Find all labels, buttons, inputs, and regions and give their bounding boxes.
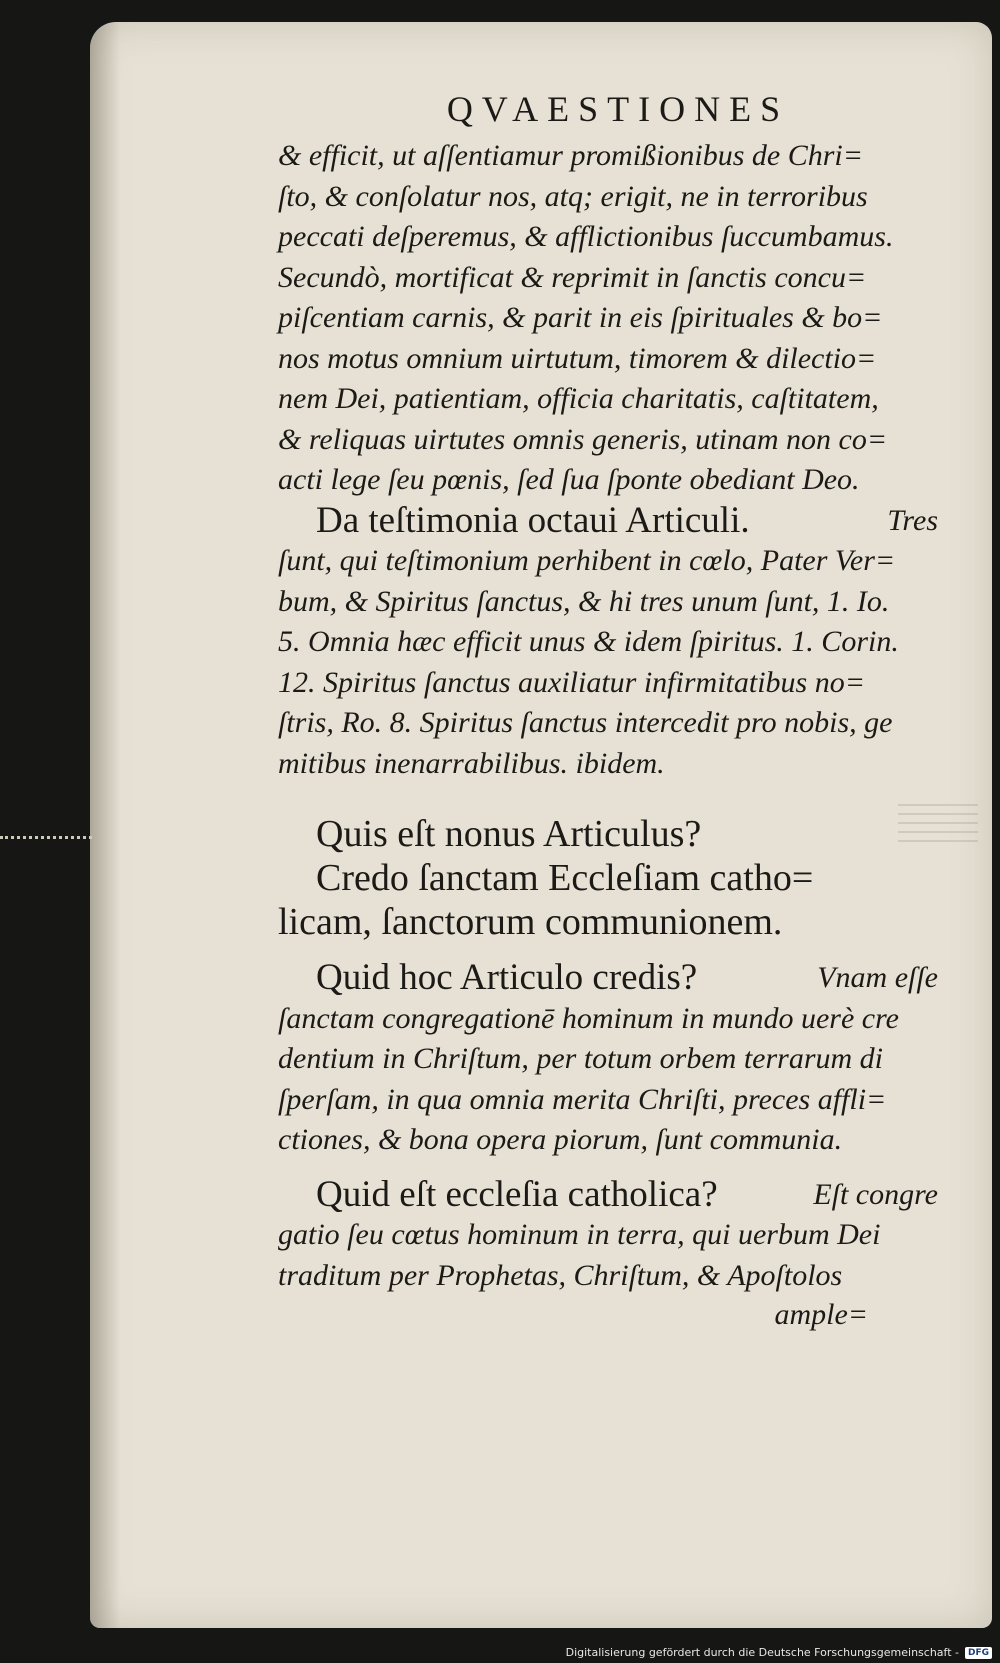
credo-line: licam, ſanctorum communionem. (278, 901, 783, 943)
credo-line: Credo ſanctam Eccleſiam catho= (316, 857, 814, 899)
text-line: ſtris, Ro. 8. Spiritus ſanctus intercedit pro nobis, ge (278, 706, 893, 739)
text-line: bum, & Spiritus ſanctus, & hi tres unum ſunt, 1. Io. (278, 584, 890, 618)
question-heading: Quid hoc Articulo credis? (316, 957, 698, 998)
text-line: mitibus inenarrabilibus. ibidem. (278, 746, 665, 780)
text-fragment: Tres (887, 503, 938, 537)
paragraph-body (278, 136, 938, 501)
dfg-logo-icon: DFG (965, 1647, 992, 1659)
text-line: ſperſam, in qua omnia merita Chriſti, preces affli= (278, 1082, 887, 1116)
quid-credis-first-line (278, 958, 938, 999)
text-line: Secundò, mortificat & reprimit in ſanctis concu= (278, 260, 867, 294)
text-line: ſanctam congregationē hominum in mundo uerè cre (278, 1001, 899, 1035)
digitization-footer (566, 1646, 992, 1659)
text-line: ſto, & conſolatur nos, atq; erigit, ne in terroribus (278, 179, 868, 213)
binding-stitch-line (0, 836, 92, 839)
paragraph-quid-credis (278, 958, 938, 1161)
text-line: dentium in Chriſtum, per totum orbem terrarum di (278, 1042, 883, 1075)
paragraph-testimonia (278, 501, 938, 785)
text-line: peccati deſperemus, & afflictionibus ſuccumbamus. (278, 220, 894, 253)
text-line: 5. Omnia hæc efficit unus & idem ſpiritus. 1. Corin. (278, 625, 899, 658)
paragraph-quid-est (278, 1175, 938, 1297)
text-line: nem Dei, patientiam, officia charitatis, caſtitatem, (278, 382, 879, 415)
text-line: nos motus omnium uirtutum, timorem & dilectio= (278, 341, 877, 375)
text-line: & reliquas uirtutes omnis generis, utinam non co= (278, 422, 888, 456)
text-line: 12. Spiritus ſanctus auxiliatur infirmitatibus no= (278, 665, 865, 699)
text-line: ctiones, & bona opera piorum, ſunt communia. (278, 1123, 843, 1156)
text-fragment: Eſt congre (813, 1177, 938, 1211)
text-line: traditum per Prophetas, Chriſtum, & Apoſtolos (278, 1258, 843, 1292)
testimonia-first-line (278, 501, 938, 542)
text-line: gatio ſeu cœtus hominum in terra, qui uerbum Dei (278, 1218, 881, 1251)
question-heading: Quid eſt eccleſia catholica? (316, 1173, 718, 1215)
footer-credit: Digitalisierung gefördert durch die Deutsche Forschungsgemeinschaft - (565, 1646, 959, 1659)
spacer (278, 784, 938, 812)
text-line: acti lege ſeu pœnis, ſed ſua ſponte obediant Deo. (278, 463, 860, 496)
text-line: piſcentiam carnis, & parit in eis ſpirituales & bo= (278, 301, 883, 334)
text-line: & efficit, ut aſſentiamur promißionibus de Chri= (278, 139, 863, 172)
text-fragment: Vnam eſſe (817, 961, 938, 994)
text-line: ſunt, qui teſtimonium perhibent in cœlo, Pater Ver= (278, 544, 896, 577)
spacer (278, 1161, 938, 1175)
quid-est-first-line (278, 1175, 938, 1216)
question-heading: Da teſtimonia octaui Articuli. (316, 499, 750, 541)
catchword: ample= (774, 1298, 868, 1331)
page-text-block (278, 88, 938, 1332)
running-head: QVAESTIONES (446, 89, 790, 129)
spacer (278, 944, 938, 958)
question-heading-nonus: Quis eſt nonus Articulus? (316, 813, 702, 855)
